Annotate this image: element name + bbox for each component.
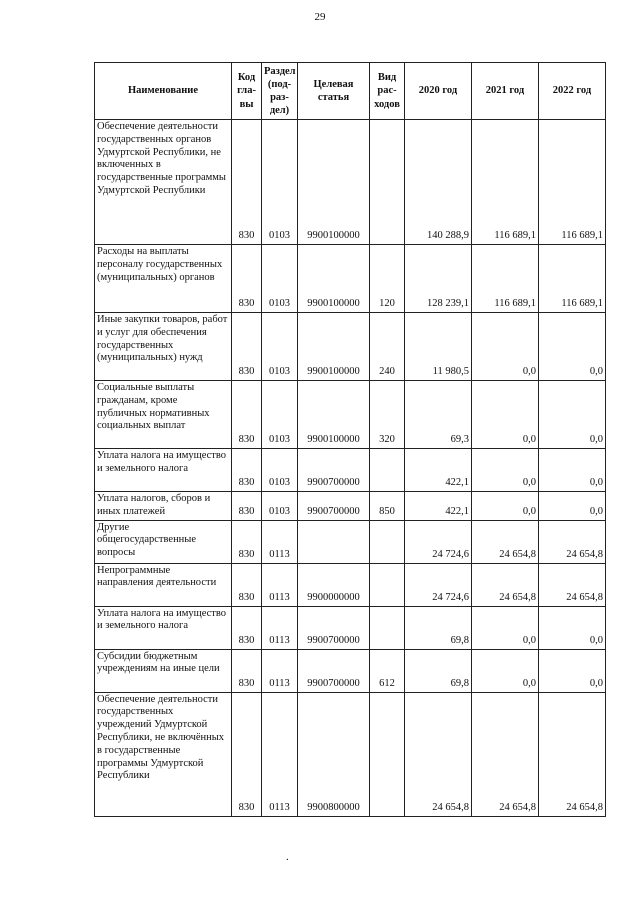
cell-2020: 24 724,6 — [405, 563, 472, 606]
cell-name: Непрограммные направления деятельности — [95, 563, 232, 606]
table-row — [95, 313, 606, 381]
table-row — [95, 649, 606, 692]
cell-2022: 24 654,8 — [539, 520, 606, 563]
cell-section: 0113 — [262, 563, 298, 606]
cell-chapter: 830 — [232, 692, 262, 816]
cell-2022: 0,0 — [539, 449, 606, 492]
cell-2021: 0,0 — [472, 492, 539, 521]
cell-2022: 24 654,8 — [539, 692, 606, 816]
cell-chapter: 830 — [232, 606, 262, 649]
budget-table — [94, 62, 606, 817]
footer-mark: . — [286, 851, 289, 863]
cell-section: 0103 — [262, 313, 298, 381]
cell-2020: 24 724,6 — [405, 520, 472, 563]
cell-chapter: 830 — [232, 649, 262, 692]
cell-name: Уплата налога на имущество и земельного налога — [95, 606, 232, 649]
cell-2021: 24 654,8 — [472, 520, 539, 563]
cell-2022: 0,0 — [539, 492, 606, 521]
cell-section: 0103 — [262, 492, 298, 521]
table-row — [95, 692, 606, 816]
cell-2022: 0,0 — [539, 381, 606, 449]
cell-name: Обеспечение деятельности государственных органов Удмуртской Республики, не включенных в государственные программы Удмуртской Республики — [95, 120, 232, 245]
cell-2022: 116 689,1 — [539, 120, 606, 245]
header-row — [95, 63, 606, 120]
cell-2020: 422,1 — [405, 492, 472, 521]
cell-section: 0103 — [262, 245, 298, 313]
cell-name: Субсидии бюджетным учреждениям на иные цели — [95, 649, 232, 692]
cell-section: 0113 — [262, 606, 298, 649]
cell-expense — [370, 520, 405, 563]
cell-2021: 24 654,8 — [472, 692, 539, 816]
cell-chapter: 830 — [232, 563, 262, 606]
cell-name: Уплата налогов, сборов и иных платежей — [95, 492, 232, 521]
cell-2020: 69,8 — [405, 649, 472, 692]
cell-target: 9900700000 — [298, 649, 370, 692]
cell-name: Другие общегосударственные вопросы — [95, 520, 232, 563]
header-target: Целевая статья — [298, 63, 370, 120]
cell-chapter: 830 — [232, 381, 262, 449]
cell-2020: 140 288,9 — [405, 120, 472, 245]
cell-section: 0103 — [262, 120, 298, 245]
table-row — [95, 606, 606, 649]
cell-expense — [370, 120, 405, 245]
cell-2020: 69,8 — [405, 606, 472, 649]
cell-name: Расходы на выплаты персоналу государственных (муниципальных) органов — [95, 245, 232, 313]
cell-section: 0113 — [262, 692, 298, 816]
cell-section: 0113 — [262, 649, 298, 692]
table-row — [95, 381, 606, 449]
header-2021: 2021 год — [472, 63, 539, 120]
cell-chapter: 830 — [232, 313, 262, 381]
cell-expense: 612 — [370, 649, 405, 692]
cell-expense: 320 — [370, 381, 405, 449]
header-chapter: Код гла- вы — [232, 63, 262, 120]
cell-2021: 0,0 — [472, 606, 539, 649]
cell-name: Уплата налога на имущество и земельного налога — [95, 449, 232, 492]
cell-section: 0103 — [262, 381, 298, 449]
cell-target: 9900700000 — [298, 606, 370, 649]
cell-2021: 0,0 — [472, 449, 539, 492]
cell-2021: 116 689,1 — [472, 245, 539, 313]
cell-target: 9900100000 — [298, 381, 370, 449]
cell-chapter: 830 — [232, 120, 262, 245]
cell-chapter: 830 — [232, 492, 262, 521]
table-row — [95, 245, 606, 313]
cell-2021: 116 689,1 — [472, 120, 539, 245]
cell-expense: 120 — [370, 245, 405, 313]
table-row — [95, 492, 606, 521]
cell-2022: 0,0 — [539, 606, 606, 649]
cell-target: 9900700000 — [298, 492, 370, 521]
cell-chapter: 830 — [232, 520, 262, 563]
cell-2021: 0,0 — [472, 649, 539, 692]
cell-2020: 422,1 — [405, 449, 472, 492]
cell-2020: 128 239,1 — [405, 245, 472, 313]
cell-2022: 0,0 — [539, 649, 606, 692]
cell-expense — [370, 563, 405, 606]
cell-expense: 240 — [370, 313, 405, 381]
header-2022: 2022 год — [539, 63, 606, 120]
cell-name: Иные закупки товаров, работ и услуг для обеспечения государственных (муниципальных) нужд — [95, 313, 232, 381]
table-row — [95, 563, 606, 606]
cell-2021: 24 654,8 — [472, 563, 539, 606]
cell-target: 9900700000 — [298, 449, 370, 492]
cell-2022: 0,0 — [539, 313, 606, 381]
cell-expense — [370, 692, 405, 816]
cell-target: 9900100000 — [298, 313, 370, 381]
cell-section: 0113 — [262, 520, 298, 563]
cell-target: 9900100000 — [298, 245, 370, 313]
cell-2020: 24 654,8 — [405, 692, 472, 816]
header-section: Раздел (под- раз- дел) — [262, 63, 298, 120]
table-row — [95, 520, 606, 563]
cell-2021: 0,0 — [472, 313, 539, 381]
cell-target: 9900100000 — [298, 120, 370, 245]
cell-expense: 850 — [370, 492, 405, 521]
table-row — [95, 449, 606, 492]
cell-expense — [370, 606, 405, 649]
header-expense: Вид рас- ходов — [370, 63, 405, 120]
header-name: Наименование — [95, 63, 232, 120]
cell-name: Социальные выплаты гражданам, кроме публичных нормативных социальных выплат — [95, 381, 232, 449]
cell-2022: 116 689,1 — [539, 245, 606, 313]
cell-section: 0103 — [262, 449, 298, 492]
page-number: 29 — [314, 11, 326, 23]
cell-target: 9900800000 — [298, 692, 370, 816]
cell-chapter: 830 — [232, 449, 262, 492]
cell-target: 9900000000 — [298, 563, 370, 606]
table-row — [95, 120, 606, 245]
cell-2020: 69,3 — [405, 381, 472, 449]
cell-chapter: 830 — [232, 245, 262, 313]
cell-expense — [370, 449, 405, 492]
header-2020: 2020 год — [405, 63, 472, 120]
cell-2021: 0,0 — [472, 381, 539, 449]
cell-2022: 24 654,8 — [539, 563, 606, 606]
cell-2020: 11 980,5 — [405, 313, 472, 381]
cell-name: Обеспечение деятельности государственных учреждений Удмуртской Республики, не включённых в государственные программы Удмуртской Республики — [95, 692, 232, 816]
cell-target — [298, 520, 370, 563]
